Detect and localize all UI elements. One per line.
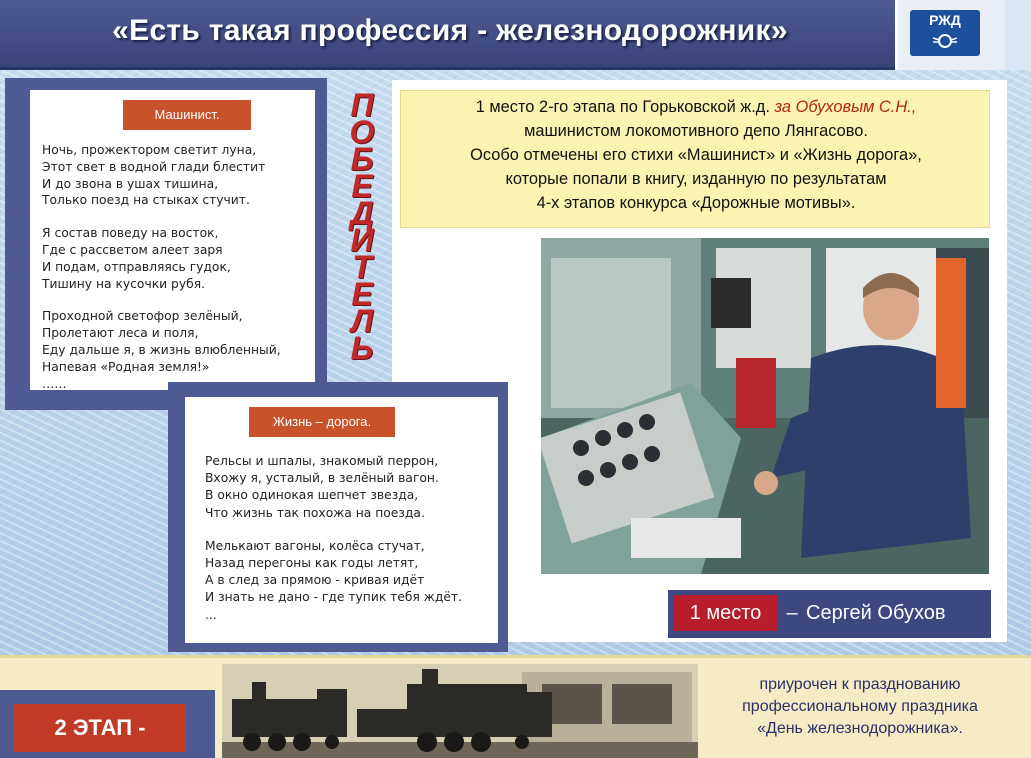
info-line-4: которые попали в книгу, изданную по результатам: [505, 170, 887, 188]
bottom-caption: [700, 674, 1020, 740]
poem-line: Тишину на кусочки рубя.: [42, 276, 206, 291]
bottom-line-1: приурочен к празднованию: [759, 676, 961, 693]
poem-line: Я состав поведу на восток,: [42, 226, 219, 241]
poem-line: Назад перегоны как годы летят,: [205, 556, 419, 571]
poem2-card: [185, 397, 498, 643]
poem1-stanza-1: [42, 142, 310, 209]
winged-wheel-icon: [933, 30, 957, 52]
poem-ellipsis: ...: [205, 607, 217, 622]
winner-letter: Л: [351, 303, 373, 339]
poem1-stanza-2: [42, 225, 310, 292]
poem1-stanza-3: [42, 308, 310, 392]
bottom-line-2: профессиональному праздника: [742, 698, 978, 715]
rzd-logo: [910, 10, 980, 56]
caption-dash: –: [786, 602, 798, 624]
poem-line: Этот свет в водной глади блестит: [42, 159, 266, 174]
info-line-1: [401, 95, 991, 119]
train-illustration: [222, 664, 698, 758]
poem1-title: Машинист.: [123, 100, 251, 130]
header-edge: [1005, 0, 1031, 70]
poem-line: Напевая «Родная земля!»: [42, 359, 210, 374]
poem-ellipsis: ……: [42, 376, 67, 391]
info-line-2: машинистом локомотивного депо Лянгасово.: [524, 122, 868, 140]
poem2-stanza-1: [205, 453, 495, 522]
winner-letter: Ь: [350, 330, 374, 366]
poem-line: Еду дальше я, в жизнь влюбленный,: [42, 342, 281, 357]
winner-letter: О: [349, 114, 375, 150]
poem2-text: [205, 453, 495, 640]
poem-line: И знать не дано - где тупик тебя ждёт.: [205, 590, 462, 605]
poem1-card: [30, 90, 315, 390]
info-text: [401, 95, 991, 215]
winner-letter: Е: [351, 168, 373, 204]
poem-line: Рельсы и шпалы, знакомый перрон,: [205, 454, 439, 468]
info-line-1-text: 1 место 2-го этапа по Горьковской ж.д.: [475, 98, 775, 116]
poem2-title: Жизнь – дорога.: [249, 407, 395, 437]
poem-line: В окно одинокая шепчет звезда,: [205, 488, 419, 503]
winner-vertical-heading: [344, 87, 380, 366]
info-line-5: 4-х этапов конкурса «Дорожные мотивы».: [536, 194, 856, 212]
driver-cab-photo: [541, 238, 989, 574]
poem1-text: [42, 142, 310, 408]
poem-line: А в след за прямою - кривая идёт: [205, 573, 425, 588]
winner-letter: Е: [351, 276, 373, 312]
steam-train-image: [222, 664, 698, 758]
logo-container: [895, 0, 1005, 70]
poem-line: Только поезд на стыках стучит.: [42, 193, 250, 208]
poem-line: Проходной светофор зелёный,: [42, 309, 243, 324]
info-line-3: Особо отмечены его стихи «Машинист» и «Жизнь дорога»,: [470, 146, 922, 164]
poem-line: Мелькают вагоны, колёса стучат,: [205, 538, 425, 553]
place-badge: 1 место: [673, 595, 778, 631]
poem2-stanza-2: [205, 538, 495, 624]
bottom-line-3: «День железнодорожника».: [757, 720, 963, 737]
cab-illustration: [541, 238, 989, 574]
winner-name: Сергей Обухов: [806, 602, 946, 624]
winner-letter: Д: [350, 195, 374, 231]
winner-caption: [668, 590, 991, 638]
winner-letter: Т: [352, 249, 372, 285]
winner-letter: Б: [350, 141, 374, 177]
stage-badge: 2 ЭТАП -: [14, 704, 186, 752]
poem-line: Где с рассветом алеет заря: [42, 242, 223, 257]
poem-line: И до звона в ушах тишина,: [42, 176, 219, 191]
poem-line: Вхожу я, усталый, в зелёный вагон.: [205, 471, 439, 486]
poem-line: Ночь, прожектором светит луна,: [42, 143, 257, 157]
poem-line: И подам, отправляясь гудок,: [42, 259, 231, 274]
poem-line: Пролетают леса и поля,: [42, 326, 199, 341]
logo-text: РЖД: [929, 12, 961, 28]
winner-letter: И: [350, 222, 374, 258]
poem-line: Что жизнь так похожа на поезда.: [205, 505, 425, 520]
page-title: «Есть такая профессия - железнодорожник»: [112, 14, 788, 47]
winner-name-accent: за Обуховым С.Н.,: [774, 98, 917, 116]
info-box: [400, 90, 990, 228]
winner-letter: П: [350, 87, 374, 123]
